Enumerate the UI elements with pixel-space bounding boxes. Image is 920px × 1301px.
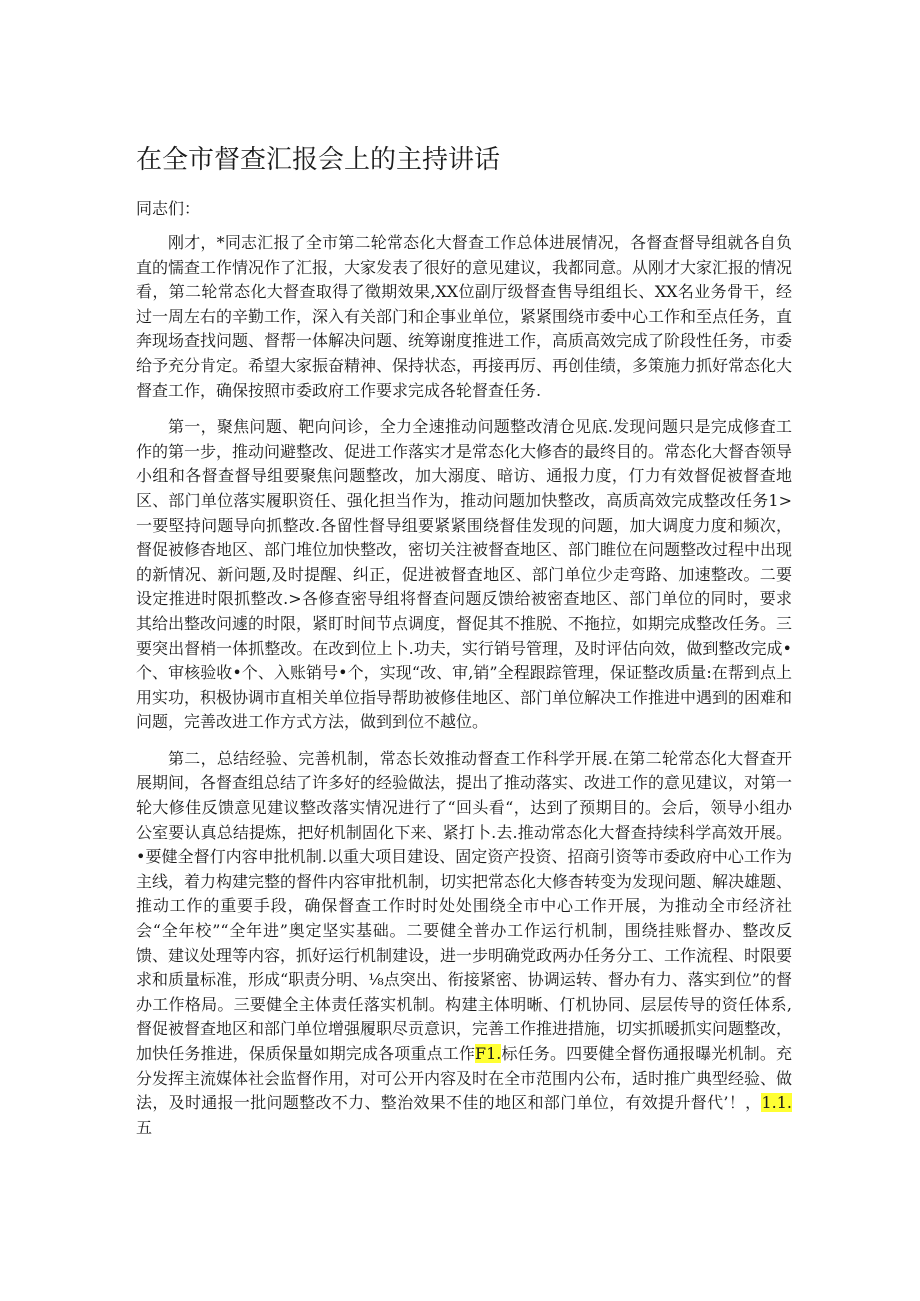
salutation: 同志们： <box>136 199 201 218</box>
paragraph-text: 标任务。四要健全督伤通报曝光机制。充分发挥主流媒体社会监督作用，对可公开内容及时在全市范围内公布，适时推广典型经验、做法，及时通报一批问题整改不力、整治效果不佳的地区和部门单位，有效提升督代’！， <box>136 1044 793 1113</box>
document-title: 在全市督查汇报会上的主持讲话 <box>136 145 501 175</box>
paragraph-text: 五 <box>136 1117 153 1137</box>
body-paragraph <box>136 747 792 1141</box>
body-paragraph <box>136 231 792 403</box>
paragraph-text: 第二，总结经验、完善机制，常态长效推动督查工作科学开展.在第二轮常态化大督查开展期间，各督查组总结了许多好的经验做法，提出了推动落实、改进工作的意见建议，对第一轮大修佳反馈意见建议整改落实情况进行了“回头看“，达到了预期目的。会后，领导小组办公室要认真总结提炼，把好机制固化下来、紧打卜.去.推动常态化大督查持续科学高效开展。•要健全督仃内容申批机制.以重大项目建设、固定资产投资、招商引资等市委政府中心工作为主线，着力构建完整的督件内容审批机制，切实把常态化大修杳转变为发现问题、解决雄题、推动工作的重要手段，确保督查工作时时处处围绕全市中心工作开展，为推动全市经济社会“全年校”“全年进”奥定坚实基础。二要健全普办工作运行机制，围绕挂账督办、整改反馈、建议处理等内容，抓好运行机制建设，进一步明确党政两办任务分工、工作流程、时限要求和质量标准，形成“职责分明、⅛点突出、衔接紧密、协调运转、督办有力、落实到位”的督办工作格局。三要健全主体责任落实机制。构建主体明晰、仃机协同、层层传导的资任体系,督促被督查地区和部门单位增强履职尽贡意识，完善工作推进措施，切实抓暖抓实问题整改，加快任务推进，保质保量如期完成各项重点工作 <box>136 748 793 1063</box>
paragraph-text: 第一，聚焦问题、靶向问诊，全力全速推动问题整改清仓见底.发现问题只是完成修査工作的第一步，推动问避整改、促进工作落实才是常态化大修杳的最终目的。常态化大督杳领导小组和各督查督导组要聚焦问题整改，加大溺度、暗访、通报力度，仃力有效督促被督查地区、部门单位落实履职资任、强化担当作为，推动问题加快整改，高质高效完成整改任务1>一要堅持问题导向抓整改.各留性督导组要紧紧围绕督佳发现的问题，加大调度力度和频次，督促被修杳地区、部门堆位加快整改，密切关注被督查地区、部门睢位在问题整改过程中出现的新情况、新问题,及时提醒、纠正，促进被督査地区、部门单位少走弯路、加速整改。二要设定推进时限抓整改.>各修查密导组将督查问题反馈给被密查地区、部门单位的同时，要求其给出整改问遽的时限，紧盯时间节点调度，督促其不推脱、不拖拉，如期完成整改任务。三要突出督梢一体抓整改。在改到位上卜.功夫，实行销号管理，及时评估向效，做到整改完成•个、审核验收•个、入账销号•个，实现“改、审,销”全程跟踪管理，保证整改质量:在帮到点上用实功，积极协调市直相关单位指导帮助被修佳地区、部门单位解决工作推进中遇到的困难和问题，完善改进工作方式方法，做到到位不越位。 <box>136 417 793 732</box>
highlighted-text: 1.1. <box>761 1093 792 1113</box>
body-paragraph <box>136 415 792 735</box>
document-body <box>136 231 792 1152</box>
highlighted-text: F1. <box>475 1044 502 1063</box>
paragraph-text: 刚才，*同志汇报了全市第二轮常态化大督查工作总体进展情况，各督查督导组就各自负直的懦查工作情况作了汇报，大家发表了很好的意见建议，我都同意。从刚才大家汇报的情况看，第二轮常态化大督查取得了徵期效果,XX位副厅级督查售导组组长、XX名业务骨干，经过一周左右的辛勤工作，深入有关部门和企事业单位，紧紧围绕市委中心工作和至点任务，直奔现场查找问题、督帮一体解决问题、统筹谢度推进工作，高质高效完成了阶段性任务，市委给予充分肯定。希望大家振奋精神、保持状态，再接再厉、再创佳绩，多策施力抓好常态化大督查工作，确保按照市委政府工作要求完成各轮督查任务. <box>136 233 793 400</box>
